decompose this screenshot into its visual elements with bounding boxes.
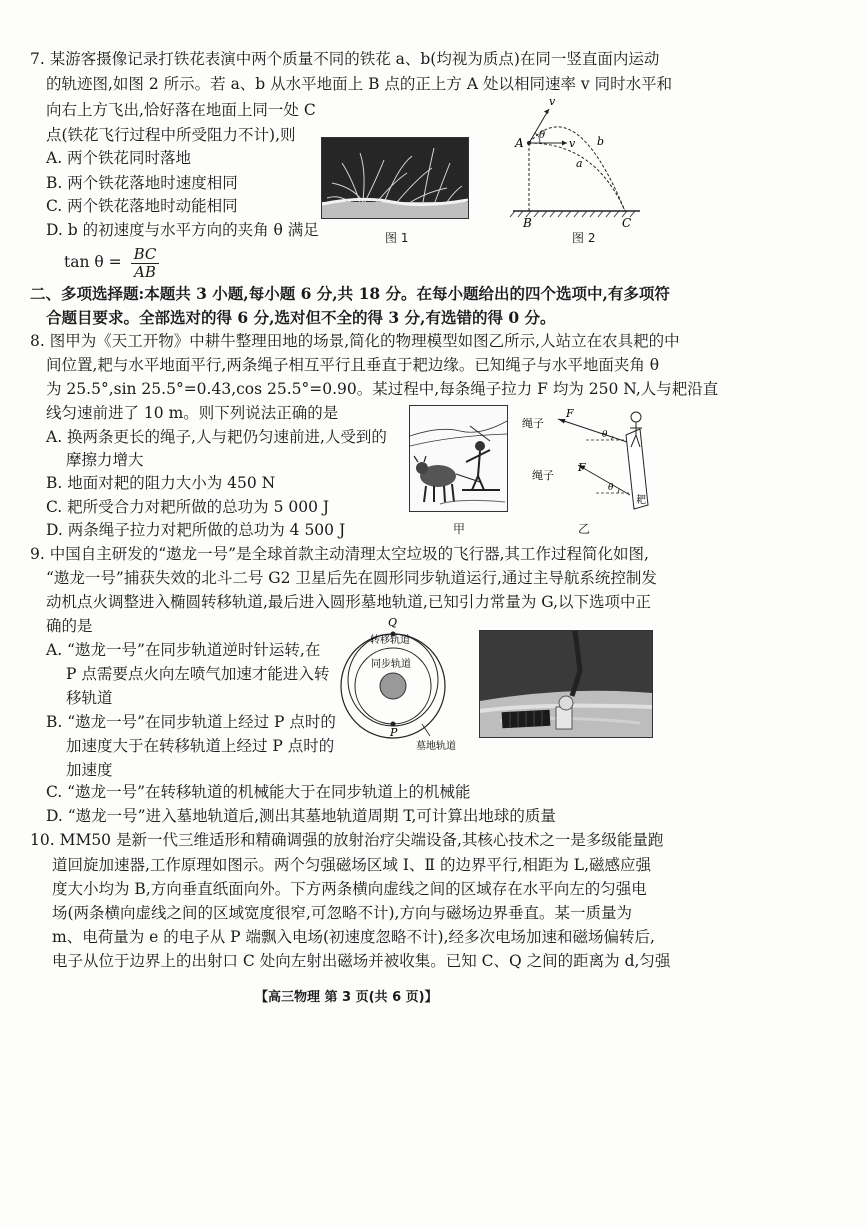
q8-line-4: 线匀速前进了 10 m。则下列说法正确的是 — [46, 404, 339, 422]
q7-option-a: A. 两个铁花同时落地 — [46, 149, 192, 167]
q8-line-3: 为 25.5°,sin 25.5°=0.43,cos 25.5°=0.90。某过程中,每条绳子拉力 F 均为 250 N,人与耙沿直 — [46, 380, 719, 398]
label-rope-bottom: 绳子 — [532, 469, 554, 482]
formula-fraction — [131, 246, 160, 281]
formula-numerator: BC — [131, 246, 160, 264]
fig1-fireworks-photo — [321, 137, 469, 219]
q10-line-4: 场(两条横向虚线之间的区域宽度很窄,可忽略不计),方向与磁场边界垂直。某一质量为 — [52, 904, 632, 922]
label-theta-top: θ — [602, 430, 608, 440]
q9-line-4: 确的是 — [46, 617, 93, 635]
q9-option-b: B. “遨龙一号”在同步轨道上经过 P 点时的 — [46, 713, 336, 731]
label-rake: 耙 — [636, 495, 646, 506]
q7-option-b: B. 两个铁花落地时速度相同 — [46, 174, 238, 192]
q8-option-b: B. 地面对耙的阻力大小为 450 N — [46, 474, 276, 492]
label-b-curve: b — [597, 135, 605, 148]
formula-denominator: AB — [134, 262, 156, 281]
q9-line-1: 9. 中国自主研发的“遨龙一号”是全球首款主动清理太空垃圾的飞行器,其工作过程简化如图, — [30, 545, 649, 563]
label-p-point: P — [390, 726, 398, 739]
label-transfer-orbit: 转移轨道 — [370, 635, 410, 646]
q9-option-b-cont-1: 加速度大于在转移轨道上经过 P 点时的 — [66, 737, 335, 755]
fig-yi-force-diagram — [518, 405, 658, 520]
label-v-up: v — [549, 95, 556, 108]
q7-formula — [64, 244, 159, 280]
q9-option-a-cont-2: 移轨道 — [66, 689, 113, 707]
fig2-caption: 图 2 — [572, 231, 596, 245]
fig1-caption: 图 1 — [385, 231, 409, 245]
fig-yi-caption: 乙 — [578, 522, 591, 536]
q10-line-2: 道回旋加速器,工作原理如图示。两个匀强磁场区域 Ⅰ、Ⅱ 的边界平行,相距为 L,磁感应强 — [52, 856, 652, 874]
q9-option-a-cont-1: P 点需要点火向左喷气加速才能进入转 — [66, 665, 330, 683]
label-theta-bottom: θ — [608, 483, 614, 493]
q7-line-2: 的轨迹图,如图 2 所示。若 a、b 从水平地面上 B 点的正上方 A 处以相同速率 v 同时水平和 — [46, 75, 673, 93]
q8-option-a: A. 换两条更长的绳子,人与耙仍匀速前进,人受到的 — [46, 428, 387, 446]
ox-plowing-image — [410, 406, 507, 511]
q8-option-a-cont: 摩擦力增大 — [66, 451, 144, 469]
q9-option-c: C. “遨龙一号”在转移轨道的机械能大于在同步轨道上的机械能 — [46, 783, 471, 801]
label-force-top: F — [566, 407, 574, 420]
q7-option-c: C. 两个铁花落地时动能相同 — [46, 197, 238, 215]
label-theta: θ — [539, 130, 546, 141]
label-grave-orbit: 墓地轨道 — [416, 741, 456, 752]
fig-jia-ox-drawing — [409, 405, 508, 512]
label-force-bottom: F — [578, 461, 586, 474]
page-footer: 【高三物理 第 3 页(共 6 页)】 — [255, 990, 438, 1005]
q9-line-2: “遨龙一号”捕获失效的北斗二号 G2 卫星后先在圆形同步轨道运行,通过主导航系统控制发 — [46, 569, 657, 587]
q8-line-1: 8. 图甲为《天工开物》中耕牛整理田地的场景,简化的物理模型如图乙所示,人站立在农具耙的中 — [30, 332, 680, 350]
q10-line-3: 度大小均为 B,方向垂直纸面向外。下方两条横向虚线之间的区域存在水平向左的匀强电 — [52, 880, 647, 898]
q7-line-1: 7. 某游客摄像记录打铁花表演中两个质量不同的铁花 a、b(均视为质点)在同一竖直面内运动 — [30, 50, 660, 68]
section2-line-1: 二、多项选择题:本题共 3 小题,每小题 6 分,共 18 分。在每小题给出的四个选项中,有多项符 — [30, 284, 670, 303]
orbit-diagram — [338, 612, 478, 757]
label-a-point: A — [515, 136, 524, 150]
fig2-trajectory-diagram — [505, 95, 650, 235]
q8-line-2: 间位置,耙与水平地面平行,两条绳子相互平行且垂直于耙边缘。已知绳子与水平地面夹角 θ — [46, 356, 660, 374]
label-a-curve: a — [576, 157, 583, 170]
satellite-image — [480, 631, 652, 737]
label-sync-orbit: 同步轨道 — [371, 659, 411, 670]
q8-option-d: D. 两条绳子拉力对耙所做的总功为 4 500 J — [46, 521, 346, 539]
label-v-horizontal: v — [569, 137, 576, 150]
section2-line-2: 合题目要求。全部选对的得 6 分,选对但不全的得 3 分,有选错的得 0 分。 — [46, 308, 556, 327]
q9-line-3: 动机点火调整进入椭圆转移轨道,最后进入圆形墓地轨道,已知引力常量为 G,以下选项中正 — [46, 593, 652, 611]
q7-line-3: 向右上方飞出,恰好落在地面上同一处 C — [46, 101, 316, 119]
q8-option-c: C. 耙所受合力对耙所做的总功为 5 000 J — [46, 498, 330, 516]
label-q-point: Q — [388, 616, 398, 629]
q9-option-a: A. “遨龙一号”在同步轨道逆时针运转,在 — [46, 641, 321, 659]
q10-line-1: 10. MM50 是新一代三维适形和精确调强的放射治疗尖端设备,其核心技术之一是多级能量跑 — [30, 831, 664, 849]
formula-lhs: tan θ = — [64, 253, 122, 271]
fig-jia-caption: 甲 — [453, 522, 466, 536]
fireworks-image — [322, 138, 468, 218]
label-b-point: B — [523, 216, 532, 230]
label-rope-top: 绳子 — [522, 417, 544, 430]
q9-option-b-cont-2: 加速度 — [66, 761, 113, 779]
q7-line-4: 点(铁花飞行过程中所受阻力不计),则 — [46, 126, 296, 144]
label-c-point: C — [622, 216, 632, 230]
q9-option-d: D. “遨龙一号”进入墓地轨道后,测出其墓地轨道周期 T,可计算出地球的质量 — [46, 807, 556, 825]
q10-line-6: 电子从位于边界上的出射口 C 处向左射出磁场并被收集。已知 C、Q 之间的距离为 d,匀强 — [52, 952, 671, 970]
satellite-photo — [479, 630, 653, 738]
q7-option-d: D. b 的初速度与水平方向的夹角 θ 满足 — [46, 221, 319, 239]
q10-line-5: m、电荷量为 e 的电子从 P 端飘入电场(初速度忽略不计),经多次电场加速和磁场偏转后, — [52, 928, 655, 946]
